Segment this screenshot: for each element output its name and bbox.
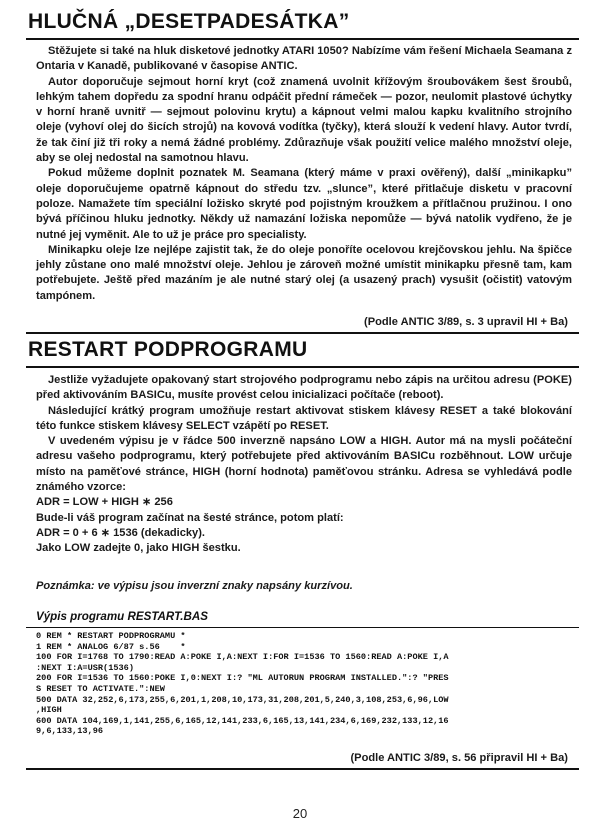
listing-title: Výpis programu RESTART.BAS bbox=[36, 610, 208, 623]
code-line: 500 DATA 32,252,6,173,255,6,201,1,208,10,173,31,208,201,5,240,3,108,253,6,96,LOW bbox=[36, 694, 449, 705]
source-credit: (Podle ANTIC 3/89, s. 3 upravil HI + Ba) bbox=[364, 316, 568, 328]
code-line: :NEXT I:A=USR(1536) bbox=[36, 662, 134, 673]
section-rule bbox=[26, 332, 579, 334]
section-rule bbox=[26, 366, 579, 368]
listing-rule bbox=[26, 627, 579, 628]
paragraph: Pokud můžeme doplnit poznatek M. Seamana (který máme v praxi ověřený), další „minikapku” oleje doporučujeme opatrně kápnout do středu tzv. „slunce”, které přitlačuje disketu v pracovní poloze. Namažete tím speciální ložisko skryté pod pojistným kroužkem a přítlačnou pružinou. I ono bývá příčinou hluku jednotky. Někdy už namazání ložiska nepomůže — bývá natolik vydřeno, že je nutné jej vyměnit. Ale to už je práce pro specialisty. bbox=[36, 167, 572, 241]
section1-body bbox=[36, 44, 572, 304]
formula-adr: ADR = LOW + HIGH ∗ 256 bbox=[36, 496, 173, 509]
code-line: 0 REM * RESTART PODPROGRAMU * bbox=[36, 631, 186, 641]
paragraph: Bude-li váš program začínat na šesté stránce, potom platí: bbox=[36, 511, 344, 524]
formula-example: ADR = 0 + 6 ∗ 1536 (dekadicky). bbox=[36, 526, 206, 539]
section-title-hlucna: HLUČNÁ „DESETPADESÁTKA” bbox=[28, 10, 350, 33]
section-title-restart: RESTART PODPROGRAMU bbox=[28, 338, 308, 361]
paragraph: Jako LOW zadejte 0, jako HIGH šestku. bbox=[36, 542, 241, 555]
section-rule bbox=[26, 38, 579, 40]
paragraph: Stěžujete si také na hluk disketové jednotky ATARI 1050? Nabízíme vám řešení Michaela Seamana z Ontaria v Kanadě, publikované v časopise ANTIC. bbox=[36, 45, 572, 73]
paragraph: V uvedeném výpisu je v řádce 500 inverzně napsáno LOW a HIGH. Autor má na mysli počáteční adresu vašeho podprogramu, který potřebujete před aktivováním BASICu rozběhnout. LOW určuje místo na paměťové stránce, HIGH (horní hodnota) paměťovou stránku. Adresa se vyhledává podle známého vzorce: bbox=[36, 435, 572, 494]
section2-body bbox=[36, 373, 572, 557]
code-line: 200 FOR I=1536 TO 1560:POKE I,0:NEXT I:? "ML AUTORUN PROGRAM INSTALLED.":? "PRES bbox=[36, 673, 449, 684]
paragraph: Minikapku oleje lze nejlépe zajistit tak, že do oleje ponoříte ocelovou krejčovskou jehlu. Na špičce jehly zůstane ono malé množství oleje. Jehlou je zároveň možné umístit minikapku přesně tam, kam potřebujete. Ještě před mazáním je ale nutné starý olej (a usazený prach) vysušit (očistit) vatovým tampónem. bbox=[36, 243, 572, 302]
paragraph: Jestliže vyžadujete opakovaný start strojového podprogramu nebo zápis na určitou adresu (POKE) před aktivováním BASICu, musíte provést celou inicializaci počítače (reboot). bbox=[36, 374, 572, 402]
paragraph: Následující krátký program umožňuje restart aktivovat stiskem klávesy RESET a také blokování této funkce stiskem klávesy SELECT vzápětí po RESET. bbox=[36, 404, 572, 432]
code-line: 100 FOR I=1768 TO 1790:READ A:POKE I,A:NEXT I:FOR I=1536 TO 1560:READ A:POKE I,A bbox=[36, 652, 449, 663]
code-line: 1 REM * ANALOG 6/87 s.56 * bbox=[36, 641, 186, 652]
code-line: S RESET TO ACTIVATE.":NEW bbox=[36, 683, 165, 694]
page-number: 20 bbox=[292, 806, 308, 821]
program-listing bbox=[36, 631, 576, 737]
code-line: 9,6,133,13,96 bbox=[36, 726, 104, 737]
code-line: 600 DATA 104,169,1,141,255,6,165,12,141,233,6,165,13,141,234,6,169,232,133,12,16 bbox=[36, 715, 449, 726]
code-line: ,HIGH bbox=[36, 705, 62, 716]
source-credit: (Podle ANTIC 3/89, s. 56 připravil HI + Ba) bbox=[350, 752, 568, 764]
section-rule bbox=[26, 768, 579, 770]
note-inverse-chars: Poznámka: ve výpisu jsou inverzní znaky napsány kurzívou. bbox=[36, 580, 353, 592]
paragraph: Autor doporučuje sejmout horní kryt (což znamená uvolnit křížovým šroubovákem šest šroubů, lehkým tahem dopředu za spodní hranu odpáčit přední rámeček — pozor, neulomit plastové úchytky v horní hraně uvnitř — sejmout polovinu krytu) a kápnout velmi malou kapku kvalitního strojního oleje (vyhoví olej do šicích strojů) na kovová vodítka (tyčky), která slouží k vedení hlavy. Autor tvrdí, že tak činí již tři roky a nemá žádné problémy. Zdůrazňuje však použití velice malého množství oleje, aby se olej nedostal na samotnou hlavu. bbox=[36, 75, 572, 165]
